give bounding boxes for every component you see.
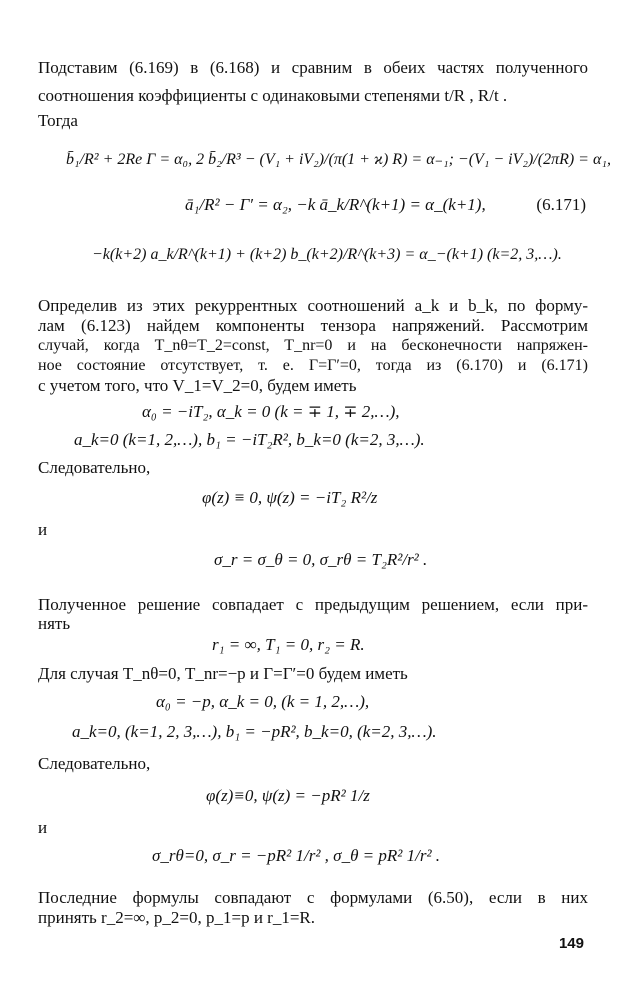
paragraph-line: Подставим (6.169) в (6.168) и сравним в обеих частях полученного bbox=[38, 58, 588, 77]
paragraph-line: ное состояние отсутствует, т. е. Γ=Γ′=0, тогда из (6.170) и (6.171) bbox=[38, 357, 588, 374]
equation-6-171-line-1: b̄₁/R² + 2Re Γ = α₀, 2 b̄₂/R³ − (V₁ + iV₂)/(π(1 + ϰ) R) = α₋₁; −(V₁ − iV₂)/(2πR) = α₁, bbox=[66, 151, 611, 168]
equation-phi-psi-2: φ(z)≡0, ψ(z) = −pR² 1/z bbox=[206, 786, 370, 805]
paragraph-line: случай, когда T_nθ=T_2=const, T_nr=0 и на бесконечности напряжен- bbox=[38, 337, 588, 354]
equation-6-171-line-3: −k(k+2) a_k/R^(k+1) + (k+2) b_(k+2)/R^(k+3) = α_−(k+1) (k=2, 3,…). bbox=[92, 246, 562, 263]
equation-sigma: σ_r = σ_θ = 0, σ_rθ = T₂R²/r² . bbox=[214, 550, 428, 569]
paragraph-line: с учетом того, что V_1=V_2=0, будем иметь bbox=[38, 376, 357, 395]
paragraph-line: Следовательно, bbox=[38, 458, 151, 477]
paragraph-line: Последние формулы совпадают с формулами (6.50), если в них bbox=[38, 888, 588, 907]
paragraph-line: Для случая T_nθ=0, T_nr=−p и Γ=Γ′=0 будем иметь bbox=[38, 664, 408, 683]
equation-phi-psi: φ(z) ≡ 0, ψ(z) = −iT₂ R²/z bbox=[202, 488, 378, 507]
paragraph-line: Полученное решение совпадает с предыдущим решением, если при- bbox=[38, 595, 588, 614]
page-number: 149 bbox=[558, 935, 584, 952]
equation-sigma-2: σ_rθ=0, σ_r = −pR² 1/r² , σ_θ = pR² 1/r² . bbox=[152, 846, 441, 865]
paragraph-line: соотношения коэффициенты с одинаковыми степенями t/R , R/t . bbox=[38, 86, 508, 105]
paragraph-line: Тогда bbox=[38, 111, 78, 130]
equation-alpha-2: α₀ = −p, α_k = 0, (k = 1, 2,…), bbox=[156, 692, 370, 711]
paragraph-line: и bbox=[38, 818, 48, 837]
equation-alpha: α₀ = −iT₂, α_k = 0 (k = ∓ 1, ∓ 2,…), bbox=[142, 402, 400, 421]
paragraph-line: и bbox=[38, 520, 48, 539]
paragraph-line: Определив из этих рекуррентных соотношений a_k и b_k, по форму- bbox=[38, 296, 588, 315]
paragraph-line: нять bbox=[38, 614, 71, 633]
paragraph-line: лам (6.123) найдем компоненты тензора напряжений. Рассмотрим bbox=[38, 316, 588, 335]
equation-number: (6.171) bbox=[536, 195, 586, 214]
equation-ak-2: a_k=0, (k=1, 2, 3,…), b₁ = −pR², b_k=0, (k=2, 3,…). bbox=[72, 722, 437, 741]
equation-r: r₁ = ∞, T₁ = 0, r₂ = R. bbox=[212, 635, 365, 654]
equation-ak: a_k=0 (k=1, 2,…), b₁ = −iT₂R², b_k=0 (k=2, 3,…). bbox=[74, 430, 425, 449]
paragraph-line: Следовательно, bbox=[38, 754, 151, 773]
equation-6-171-line-2: ā₁/R² − Γ′ = α₂, −k ā_k/R^(k+1) = α_(k+1), bbox=[185, 195, 486, 214]
paragraph-line: принять r_2=∞, p_2=0, p_1=p и r_1=R. bbox=[38, 908, 316, 927]
